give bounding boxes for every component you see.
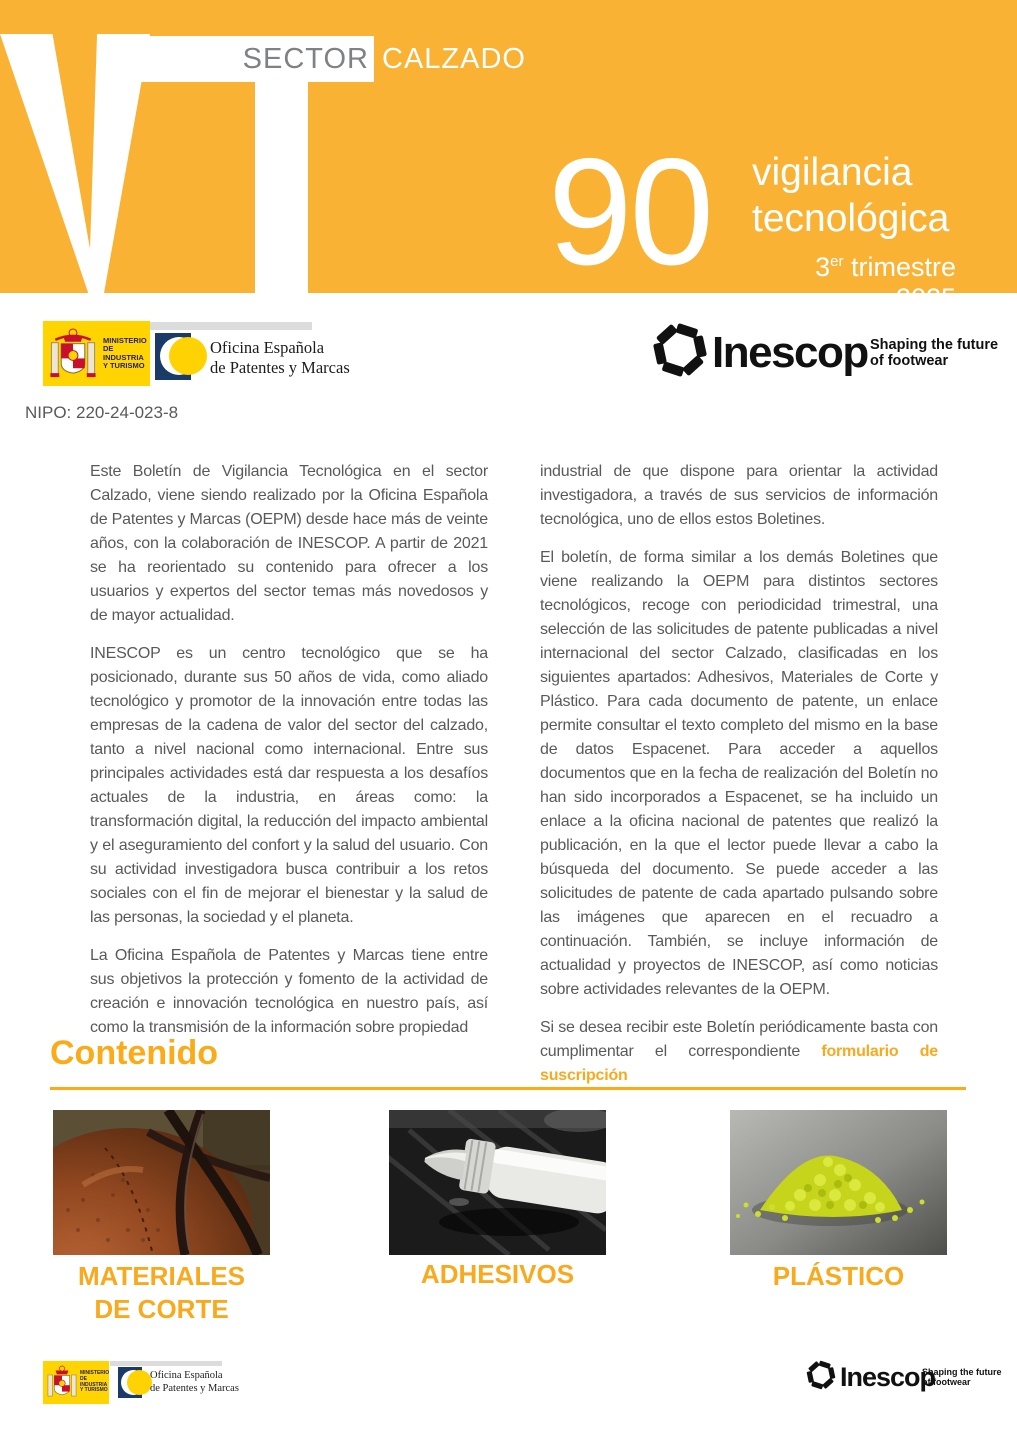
oepm-gray-bar-footer — [110, 1361, 222, 1366]
oepm-line1: Oficina Española — [210, 338, 325, 357]
plastico-label[interactable]: PLÁSTICO — [772, 1261, 905, 1291]
trimester-number: 3 — [815, 252, 831, 282]
subscription-sentence: Si se desea recibir este Boletín periódicamente basta con cumplimentar el correspondiente — [540, 1019, 938, 1060]
intro-paragraph: industrial de que dispone para orientar la actividad investigadora, a través de sus servicios de información tecnológica, uno de ellos estos Boletines. — [540, 463, 938, 528]
materiales-de-corte-label[interactable]: MATERIALES DE CORTE — [77, 1261, 246, 1324]
intro-paragraph: El boletín, de forma similar a los demás Boletines que viene realizando la OEPM para distintos sectores tecnológicos, recoge con periodicidad trimestral, una selección de las solicitudes de patente publicadas a nivel internacional del sector Calzado, clasificadas en los siguientes apartados: Adhesivos, Materiales de Corte y Plástico. Para cada documento de patente, un enlace permite consultar el texto completo del mismo en la base de datos Espacenet. Para acceder a aquellos documentos que en la fecha de realización del Boletín no han sido incorporados a Espacenet, se ha incluido un enlace a la oficina nacional de patentes que realizó la publicación, en la que el lector puede llevar a cabo la búsqueda del documento. Se puede acceder a las solicitudes de patente de cada apartado pulsando sobre las imágenes que aparecen en el recuadro a continuación. También, se incluye información de actualidad y proyectos de INESCOP, así como noticias sobre actividades relevantes de la OEPM. — [540, 549, 938, 998]
inescop-wordmark-footer: Inescop — [840, 1362, 936, 1392]
trimester-line — [750, 252, 956, 314]
subscription-form-link[interactable]: formulario de suscripción — [540, 1043, 938, 1084]
trimester-ordinal: er — [830, 253, 844, 270]
inescop-tagline — [870, 337, 998, 369]
vt-logo-v — [0, 34, 150, 296]
intro-text — [90, 460, 938, 1102]
ministry-line3: Y TURISMO — [103, 361, 145, 370]
spain-coat-of-arms-icon — [46, 1364, 78, 1400]
header-banner — [0, 0, 1017, 313]
inescop-wordmark: Inescop — [712, 328, 868, 377]
inescop-tagline-line2: of footwear — [870, 353, 949, 369]
oepm-emblem-circle — [169, 337, 207, 375]
issue-number: 90 — [548, 127, 712, 297]
ministry-name-footer: MINISTERIO DE INDUSTRIA Y TURISMO — [80, 1370, 110, 1394]
vt-logo-t-stem — [255, 80, 308, 296]
vt-logo-t-bar — [137, 36, 374, 82]
plastico-image[interactable] — [730, 1110, 947, 1255]
oepm-name — [210, 338, 350, 378]
nipo-code: NIPO: 220-24-023-8 — [25, 403, 179, 422]
materiales-de-corte-image[interactable] — [53, 1110, 270, 1255]
ministry-line1: MINISTERIO — [103, 335, 147, 345]
adhesivos-label[interactable]: ADHESIVOS — [420, 1259, 575, 1289]
intro-paragraph: La Oficina Española de Patentes y Marcas tiene entre sus objetivos la protección y fomento de la actividad de creación e innovación tecnológica en nuestro país, así como la transmisión de la información sobre propiedad — [90, 947, 488, 1036]
granules-photo — [730, 1110, 947, 1255]
leather-photo — [53, 1110, 270, 1255]
sector-label: SECTOR — [242, 42, 369, 75]
oepm-name-footer: Oficina Española de Patentes y Marcas — [150, 1370, 239, 1394]
contenido-heading: Contenido — [50, 1034, 219, 1072]
intro-paragraph: Este Boletín de Vigilancia Tecnológica en el sector Calzado, viene siendo realizado por la Oficina Española de Patentes y Marcas (OEPM) desde hace más de veinte años, con la colaboración de INESCOP. A partir de 2021 se ha reorientado su contenido para ofrecer a los usuarios y expertos del sector temas más novedosos y de mayor actualidad. — [90, 463, 488, 624]
oepm-line2: de Patentes y Marcas — [210, 358, 350, 377]
adhesivos-image[interactable] — [389, 1110, 606, 1255]
glue-photo — [389, 1110, 606, 1255]
bulletin-title — [752, 150, 949, 242]
oepm-emblem-circle-footer — [127, 1370, 152, 1395]
intro-paragraph-with-link — [540, 1016, 938, 1088]
inescop-pinwheel-icon — [652, 322, 708, 378]
ministry-logo — [43, 321, 150, 386]
oepm-gray-bar — [150, 322, 312, 330]
spain-coat-of-arms-icon — [48, 326, 98, 381]
inescop-tagline-line1: Shaping the future — [870, 337, 999, 353]
sector-value: CALZADO — [382, 43, 526, 75]
intro-column-left — [90, 460, 488, 1102]
ministry-name — [103, 337, 150, 371]
bulletin-title-line1: vigilancia — [752, 151, 913, 194]
intro-paragraph: INESCOP es un centro tecnológico que se ha posicionado, durante sus 50 años de vida, como aliado tecnológico y promotor de la innovación entre todas las empresas de la cadena de valor del sector del calzado, tanto a nivel nacional como internacional. Entre sus principales actividades está dar respuesta a los desafíos actuales de la industria, en áreas como: la transformación digital, la reducción del impacto ambiental y el aseguramiento del confort y la salud del usuario. Con su actividad investigadora busca contribuir a los retos sociales con el fin de mejorar el bienestar y la salud de las personas, la sociedad y el planeta. — [90, 645, 488, 926]
bulletin-title-line2: tecnológica — [752, 197, 950, 240]
inescop-pinwheel-icon-footer — [806, 1360, 836, 1390]
trimester-text: trimestre 2025 — [843, 252, 956, 313]
contenido-divider — [50, 1087, 966, 1090]
inescop-tagline-footer: Shaping the future of footwear — [922, 1367, 1002, 1387]
intro-column-right — [540, 460, 938, 1102]
ministry-line2: DE INDUSTRIA — [103, 344, 144, 362]
ministry-logo-footer — [43, 1361, 109, 1404]
